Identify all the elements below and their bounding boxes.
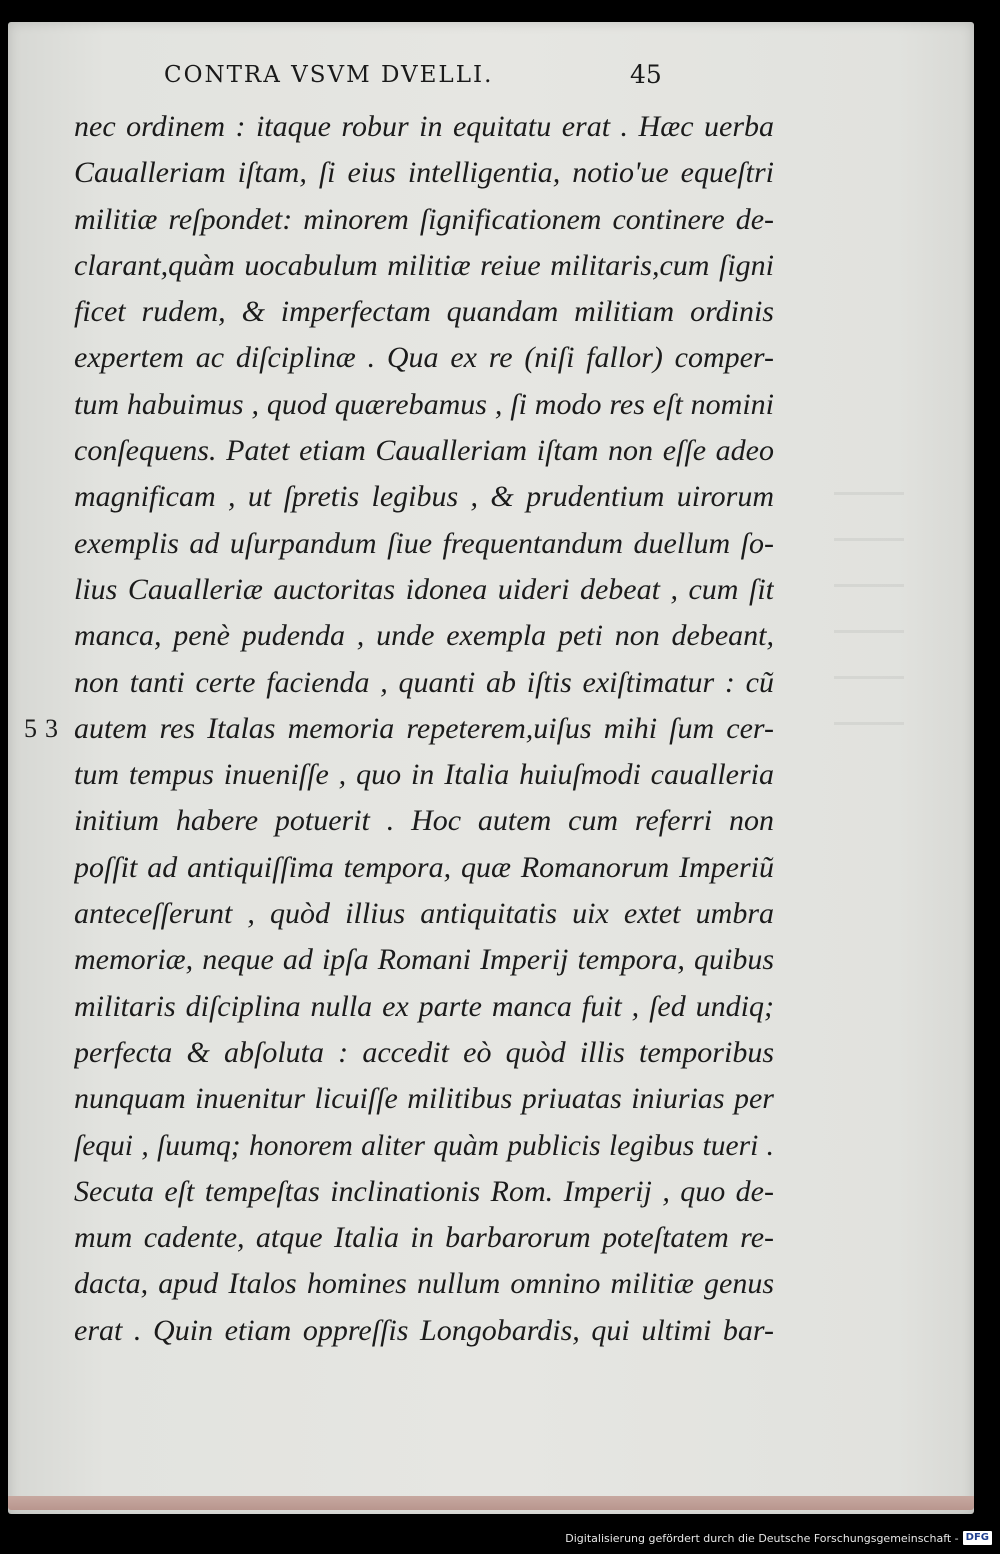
dfg-logo: DFG [963,1531,992,1545]
digitization-footer [565,1529,992,1547]
margin-note: 53 [24,714,66,743]
text-line: Caualleriam iſtam, ſi eius intelligentia, notio'ue equeſtri [74,156,774,190]
text-line: Secuta eſt tempeſtas inclinationis Rom. Imperij , quo de- [74,1174,774,1208]
running-head: CONTRA VSVM DVELLI. [164,62,494,88]
page-edge [8,1496,974,1510]
text-line: militiæ reſpondet: minorem ſignificationem continere de- [74,202,774,236]
text-line: conſequens. Patet etiam Caualleriam iſtam non eſſe adeo [74,434,774,468]
text-line: clarant,quàm uocabulum militiæ reiue militaris,cum ſigni [74,248,774,282]
text-line: erat . Quin etiam oppreſſis Longobardis, qui ultimi bar- [74,1313,774,1347]
text-line: tum tempus inueniſſe , quo in Italia huiuſmodi caualleria [74,758,774,792]
text-line: tum habuimus , quod quærebamus , ſi modo res eſt nomini [74,387,774,421]
text-line: nunquam inuenitur licuiſſe militibus priuatas iniurias per [74,1082,774,1116]
page-number: 45 [630,60,662,89]
text-line: perfecta & abſoluta : accedit eò quòd illis temporibus [74,1035,774,1069]
text-line: magnificam , ut ſpretis legibus , & prudentium uirorum [74,480,774,514]
text-line: initium habere potuerit . Hoc autem cum referri non [74,804,774,838]
text-line: anteceſſerunt , quòd illius antiquitatis uix extet umbra [74,897,774,931]
footer-credit: Digitalisierung gefördert durch die Deutsche Forschungsgemeinschaft - [565,1531,959,1545]
text-line: dacta, apud Italos homines nullum omnino militiæ genus [74,1267,774,1301]
body-text [74,104,774,1354]
text-line: ſequi , ſuumq; honorem aliter quàm publicis legibus tueri . [74,1129,774,1162]
bleed-through-shadow [834,492,904,752]
text-line: manca, penè pudenda , unde exempla peti non debeant, [74,619,774,653]
text-line: non tanti certe facienda , quanti ab iſtis exiſtimatur : cũ [74,665,774,699]
text-line: exemplis ad uſurpandum ſiue frequentandum duellum ſo- [74,526,774,560]
text-line: militaris diſciplina nulla ex parte manca fuit , ſed undiq; [74,989,774,1023]
text-line: expertem ac diſciplinæ . Qua ex re (niſi fallor) comper- [74,341,774,375]
text-line: mum cadente, atque Italia in barbarorum poteſtatem re- [74,1221,774,1255]
text-line: ficet rudem, & imperfectam quandam militiam ordinis [74,295,774,329]
text-line: autem res Italas memoria repeterem,uiſus mihi ſum cer- [74,711,774,745]
text-line: lius Caualleriæ auctoritas idonea uideri debeat , cum ſit [74,572,774,606]
text-line: poſſit ad antiquiſſima tempora, quæ Romanorum Imperiũ [74,850,774,884]
text-line: nec ordinem : itaque robur in equitatu erat . Hæc uerba [74,110,774,143]
text-line: memoriæ, neque ad ipſa Romani Imperij tempora, quibus [74,943,774,977]
